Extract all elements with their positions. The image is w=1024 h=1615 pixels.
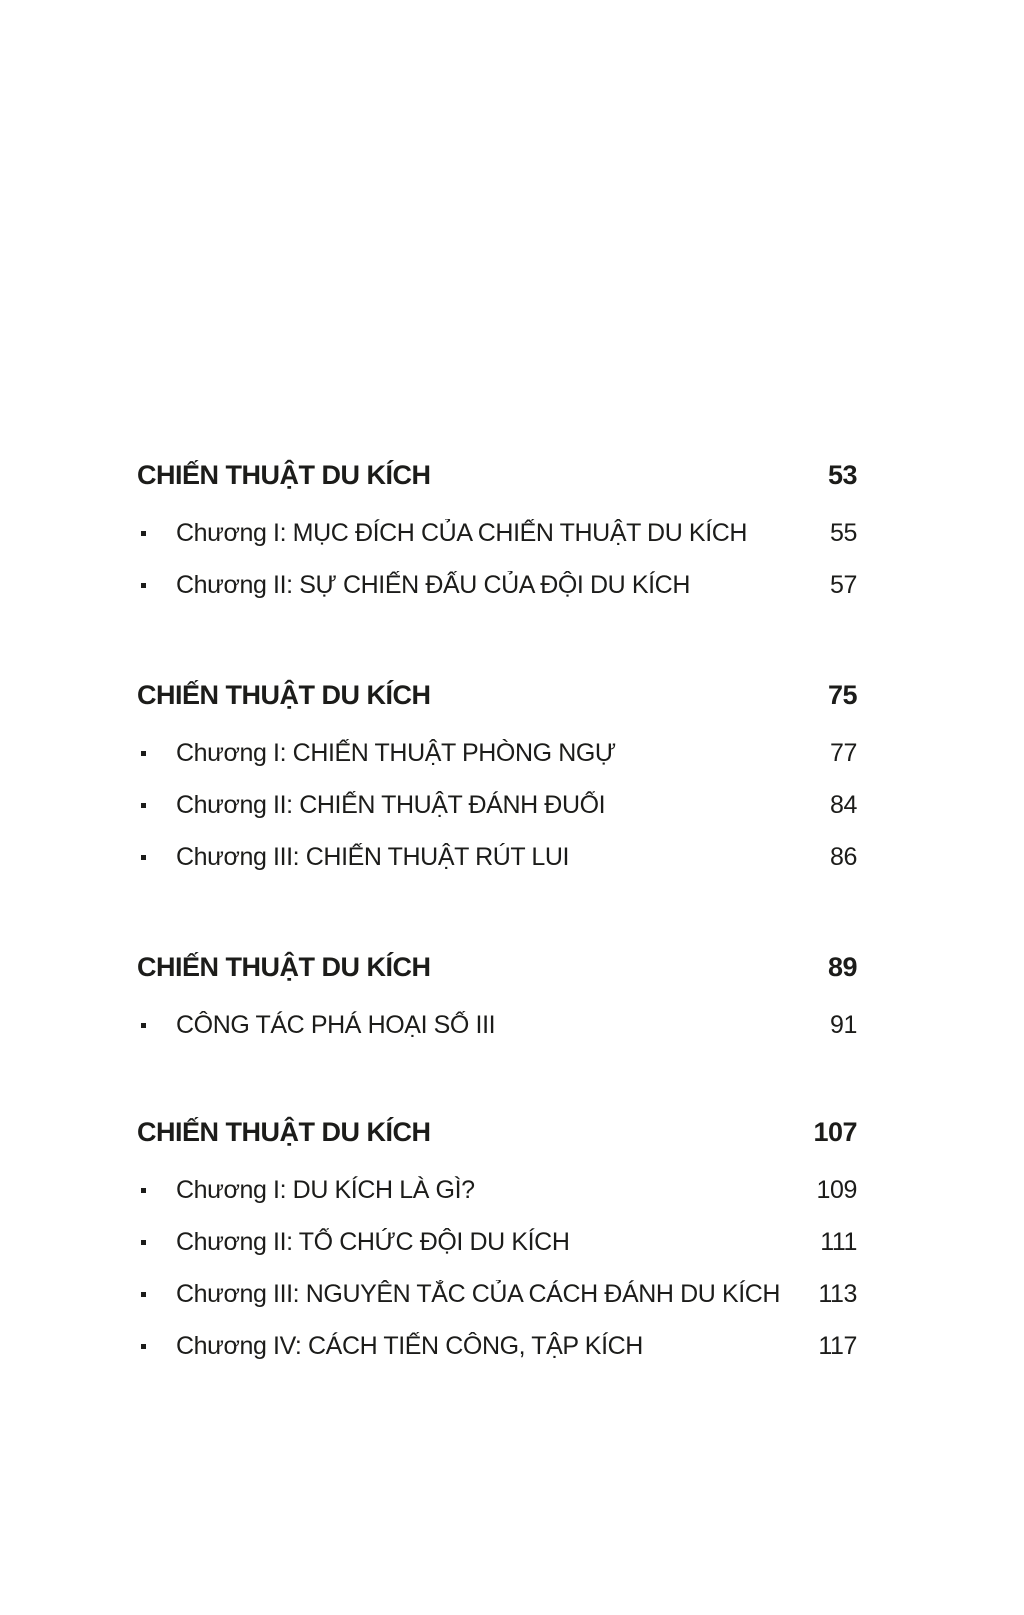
- bullet-icon: [141, 1023, 146, 1028]
- toc-section-page-number: 75: [827, 679, 857, 710]
- toc-entry-label: Chương II: SỰ CHIẾN ĐẤU CỦA ĐỘI DU KÍCH: [176, 570, 690, 599]
- toc-entry: [137, 1216, 857, 1268]
- bullet-icon: [141, 531, 146, 536]
- toc-section-page-number: 89: [827, 951, 857, 982]
- toc-entry-page-number: 55: [829, 518, 857, 547]
- toc-entry: [137, 727, 857, 779]
- toc-section-title: CHIẾN THUẬT DU KÍCH: [137, 951, 431, 982]
- toc-section-title: CHIẾN THUẬT DU KÍCH: [137, 679, 431, 710]
- toc-section-header: [137, 947, 857, 987]
- toc-section-header: [137, 455, 857, 495]
- toc-section-title: CHIẾN THUẬT DU KÍCH: [137, 1116, 431, 1147]
- bullet-icon: [141, 583, 146, 588]
- toc-entry-page-number: 91: [829, 1010, 857, 1039]
- toc-entry-page-number: 109: [816, 1175, 857, 1204]
- toc-section: [137, 455, 857, 611]
- toc-section-page-number: 107: [813, 1116, 857, 1147]
- toc-entry-page-number: 113: [818, 1279, 857, 1308]
- toc-section-header: [137, 675, 857, 715]
- bullet-icon: [141, 1292, 146, 1297]
- toc-entry: [137, 1268, 857, 1320]
- toc-entry-label: Chương I: MỤC ĐÍCH CỦA CHIẾN THUẬT DU KÍCH: [176, 518, 748, 547]
- bullet-icon: [141, 1188, 146, 1193]
- toc-entry-label: Chương I: CHIẾN THUẬT PHÒNG NGỰ: [176, 738, 616, 767]
- toc-entry: [137, 507, 857, 559]
- bullet-icon: [141, 751, 146, 756]
- toc-entry: [137, 1164, 857, 1216]
- toc-section-title: CHIẾN THUẬT DU KÍCH: [137, 459, 431, 490]
- toc-entry-page-number: 111: [820, 1227, 857, 1256]
- toc-entry-label: Chương III: NGUYÊN TẮC CỦA CÁCH ĐÁNH DU KÍCH: [176, 1279, 781, 1308]
- toc-entry-label: CÔNG TÁC PHÁ HOẠI SỐ III: [176, 1010, 496, 1039]
- toc-section-page-number: 53: [827, 459, 857, 490]
- toc-entry-page-number: 84: [829, 790, 857, 819]
- toc-section: [137, 675, 857, 883]
- toc-entry-page-number: 57: [829, 570, 857, 599]
- toc-section: [137, 947, 857, 1051]
- bullet-icon: [141, 803, 146, 808]
- toc-entry: [137, 831, 857, 883]
- bullet-icon: [141, 1344, 146, 1349]
- toc-section: [137, 1112, 857, 1372]
- toc-entry-label: Chương IV: CÁCH TIẾN CÔNG, TẬP KÍCH: [176, 1331, 643, 1360]
- toc-entry-label: Chương II: TỔ CHỨC ĐỘI DU KÍCH: [176, 1227, 570, 1256]
- toc-entry-label: Chương III: CHIẾN THUẬT RÚT LUI: [176, 842, 570, 871]
- toc-entry-page-number: 117: [818, 1331, 857, 1360]
- toc-entry: [137, 779, 857, 831]
- bullet-icon: [141, 855, 146, 860]
- toc-entry: [137, 1320, 857, 1372]
- toc-entry-label: Chương I: DU KÍCH LÀ GÌ?: [176, 1175, 475, 1204]
- toc-entry-label: Chương II: CHIẾN THUẬT ĐÁNH ĐUỔI: [176, 790, 606, 819]
- toc-section-header: [137, 1112, 857, 1152]
- toc-entry: [137, 559, 857, 611]
- toc-entry: [137, 999, 857, 1051]
- bullet-icon: [141, 1240, 146, 1245]
- toc-entry-page-number: 86: [829, 842, 857, 871]
- toc-entry-page-number: 77: [829, 738, 857, 767]
